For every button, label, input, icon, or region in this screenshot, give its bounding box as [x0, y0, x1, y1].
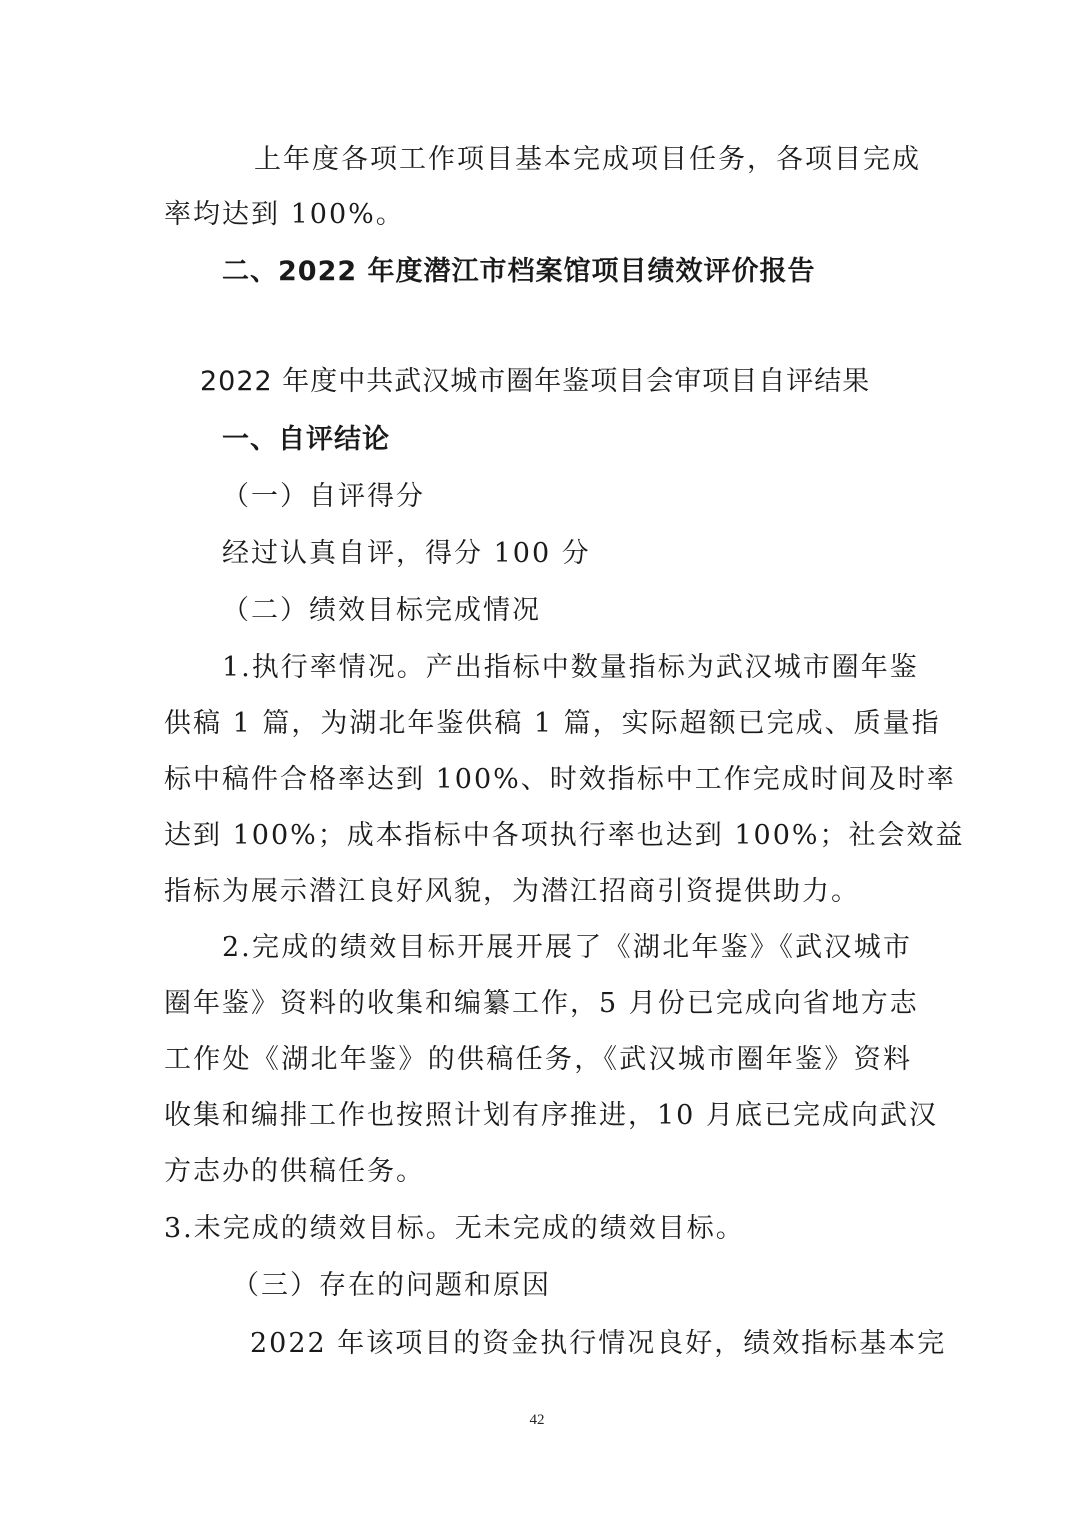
section-heading: 一、自评结论: [222, 424, 390, 455]
paragraph-line: 2.完成的绩效目标开展开展了《湖北年鉴》《武汉城市: [222, 932, 912, 963]
subsection-heading: （二）绩效目标完成情况: [222, 595, 541, 626]
subsection-heading: （三）存在的问题和原因: [232, 1270, 551, 1301]
paragraph-line: 指标为展示潜江良好风貌，为潜江招商引资提供助力。: [164, 876, 860, 907]
page-number: 42: [529, 1412, 545, 1428]
paragraph-line: 2022 年该项目的资金执行情况良好，绩效指标基本完: [250, 1328, 947, 1359]
paragraph-line: 经过认真自评，得分 100 分: [222, 538, 591, 569]
subsection-heading: （一）自评得分: [222, 481, 425, 512]
section-heading: 二、2022 年度潜江市档案馆项目绩效评价报告: [222, 256, 816, 287]
paragraph-line: 率均达到 100%。: [164, 199, 405, 230]
paragraph-line: 上年度各项工作项目基本完成项目任务，各项目完成: [254, 144, 921, 175]
paragraph-line: 1.执行率情况。产出指标中数量指标为武汉城市圈年鉴: [222, 652, 919, 683]
paragraph-line: 供稿 1 篇，为湖北年鉴供稿 1 篇，实际超额已完成、质量指: [164, 708, 941, 739]
paragraph-line: 圈年鉴》资料的收集和编纂工作，5 月份已完成向省地方志: [164, 988, 919, 1019]
paragraph-line: 方志办的供稿任务。: [164, 1156, 425, 1187]
paragraph-line: 标中稿件合格率达到 100%、时效指标中工作完成时间及时率: [164, 764, 956, 795]
paragraph-line: 3.未完成的绩效目标。无未完成的绩效目标。: [164, 1213, 745, 1244]
paragraph-line: 工作处《湖北年鉴》的供稿任务，《武汉城市圈年鉴》资料: [164, 1044, 912, 1075]
paragraph-line: 收集和编排工作也按照计划有序推进，10 月底已完成向武汉: [164, 1100, 938, 1131]
paragraph-line: 达到 100%；成本指标中各项执行率也达到 100%；社会效益: [164, 820, 965, 851]
report-title: 2022 年度中共武汉城市圈年鉴项目会审项目自评结果: [200, 366, 871, 397]
